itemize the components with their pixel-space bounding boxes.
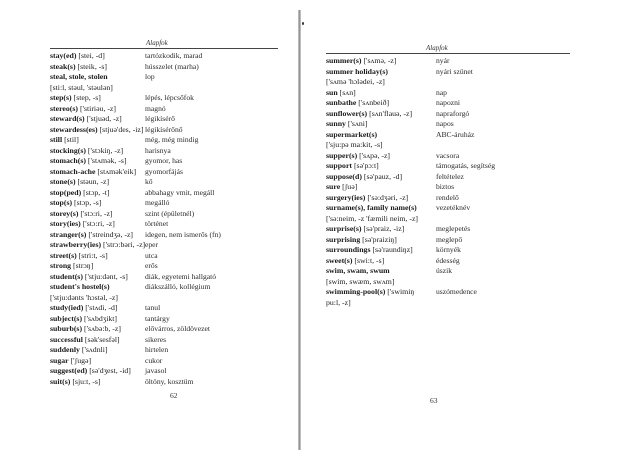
entry-headword: sweet(s) [326,255,353,265]
entry-headword: steak(s) [50,61,76,71]
entry-phonetic: ['stɔ:ri, -z] [80,219,115,228]
dictionary-entry [50,198,280,209]
dictionary-entry [326,130,576,141]
entry-phonetic: [sju:t, -s] [70,376,101,386]
entry-headword: stomach(s) [50,156,86,165]
entry-phonetic: [stil] [62,135,79,144]
entry-headword-group [326,298,436,309]
entry-headword-group [50,261,145,272]
dictionary-entry [326,256,576,267]
entry-headword-group [326,224,436,235]
entry-headword: stop(ped) [50,187,82,197]
entry-phonetic: [sə'raundiŋz] [370,245,413,254]
entry-headword: study(ied) [50,303,84,312]
entry-phonetic: ['sju:pə ma:kit, -s] [326,140,383,149]
entry-translation: utca [145,250,158,260]
dictionary-entry [50,345,280,356]
entry-phonetic: ['sʌbə:b, -z] [82,324,121,333]
entry-phonetic: [sʌn] [337,87,356,97]
entry-headword-group [50,209,145,220]
entry-headword-group [50,198,145,209]
entry-translation: uszómedence [436,287,477,296]
dictionary-entry [326,235,576,246]
entry-headword: student(s) [50,271,83,281]
dictionary-entry [50,272,280,283]
entry-headword: strawberry(ies) [50,240,102,249]
entry-phonetic: [strɔŋ] [71,261,94,270]
entry-translation: elővárros, zöldövezet [145,324,210,333]
dictionary-entry [326,98,576,109]
entry-headword-group [326,203,436,214]
dictionary-entry [50,135,280,146]
entry-headword-group [326,67,436,78]
entry-headword-group [50,324,145,335]
entry-headword-group [326,119,436,130]
dictionary-entry [50,114,280,125]
entry-headword-group [326,193,436,204]
entry-phonetic: [sə'dʒest, -id] [87,366,131,375]
left-header-rule [50,48,278,49]
entry-headword-group [326,182,436,193]
dictionary-entry [326,182,576,193]
entry-headword: strong [50,261,72,270]
entry-headword-group [50,356,145,367]
entry-headword: sunny [326,119,346,128]
entry-headword-group [50,335,145,346]
entry-translation: öltöny, kosztüm [145,376,194,386]
entry-phonetic: [sə'praiz, -iz] [361,224,405,233]
entry-headword-group [326,56,436,67]
entry-translation: gyomorfájás [145,166,183,176]
entry-headword-group [326,140,436,151]
entry-phonetic: ['sʌpə, -z] [357,150,390,160]
entry-phonetic: ['stʌdi, -d] [83,303,118,312]
dictionary-entry [326,67,576,78]
entry-headword: swim, swam, swum [326,266,390,275]
dictionary-entry [50,93,280,104]
dictionary-entry [326,140,576,151]
entry-translation: lépés, lépcsőfok [145,93,194,102]
entry-translation: nyár [436,56,450,65]
dictionary-entry [326,287,576,298]
entry-headword-group [326,88,436,99]
entry-phonetic: ['sʌbdʒikt] [82,313,118,323]
entry-translation: vezetéknév [436,203,471,212]
entry-headword: summer holiday(s) [326,66,389,76]
entry-headword-group [50,272,145,283]
dictionary-entry [50,230,280,241]
entry-headword: stewardess(es) [50,124,98,134]
entry-headword-group [50,93,145,104]
entry-headword: street(s) [50,250,77,260]
entry-translation: napraforgó [436,108,470,118]
entry-headword: surprising [326,234,361,244]
entry-headword: sun [326,87,338,97]
entry-headword-group [50,146,145,157]
entry-phonetic: ['stiriəu, -z] [78,103,116,113]
entry-translation: javasol [145,366,167,375]
entry-headword: sure [326,182,341,191]
entry-translation: támogatás, segítség [436,161,496,170]
entry-phonetic: ['ʃugə] [68,355,92,365]
dictionary-entry [50,293,280,304]
entry-translation: cukor [145,355,163,365]
entry-headword-group [50,345,145,356]
entry-translation: nyári szünet [436,66,473,76]
entry-translation: idegen, nem ismerős (fn) [145,229,221,239]
dictionary-entry [50,104,280,115]
entry-phonetic: [stri:t, -s] [76,250,108,260]
entry-phonetic: ['sʌni] [345,119,368,128]
entry-headword: suburb(s) [50,324,83,333]
entry-headword: surname(s), family name(s) [326,203,417,212]
left-page-header: Alapfok [146,39,168,47]
entry-phonetic: [sək'sesfəl] [82,334,120,344]
entry-phonetic: [stjuə'des, -iz] [97,124,144,134]
entry-translation: tanul [145,303,161,312]
entry-headword-group [50,167,145,178]
entry-headword: suit(s) [50,376,71,386]
entry-headword-group [50,135,145,146]
entry-headword-group [326,161,436,172]
entry-phonetic: [step, -s] [71,93,101,102]
entry-phonetic: [swim, swæm, swʌm] [326,276,395,286]
dictionary-entry [50,177,280,188]
entry-headword-group [50,51,145,62]
entry-phonetic: ['sʌnbeið] [356,98,390,107]
left-page [0,0,300,452]
entry-phonetic: ['swimiŋ [385,287,415,296]
entry-phonetic: pu:l, -z] [326,297,351,307]
entry-translation: biztos [436,182,455,191]
dictionary-entry [326,203,576,214]
dictionary-entry [326,88,576,99]
entry-headword-group [50,303,145,314]
dictionary-entry [326,214,576,225]
entry-headword: suppose(d) [326,171,362,181]
entry-headword-group [50,314,145,325]
dictionary-entry [50,314,280,325]
entry-phonetic: [sə'pɔ:t] [352,161,379,170]
entry-translation: ABC-áruház [436,129,475,139]
entry-headword-group [50,62,145,73]
dictionary-entry [50,240,280,251]
entry-phonetic: [sʌn'flauə, -z] [367,108,413,118]
entry-headword: still [50,135,63,144]
entry-translation: sikeres [145,334,167,344]
dictionary-entry [326,224,576,235]
entry-translation: környék [436,245,461,254]
entry-headword-group [50,104,145,115]
entry-translation: abbahagy vmit, megáll [145,187,215,197]
right-header-rule [326,53,570,54]
entry-headword-group [326,77,436,88]
entry-headword: storey(s) [50,208,79,218]
entry-headword-group [50,125,145,136]
entry-translation: magnó [145,103,166,113]
dictionary-entry [326,245,576,256]
entry-headword-group [326,109,436,120]
entry-phonetic: ['sə:dʒəri, -z] [365,192,409,202]
entry-translation: szint (épületnél) [145,208,195,218]
entry-translation: meglepő [436,234,463,244]
entry-translation: légikísérő [145,114,175,123]
entry-headword-group [50,377,145,388]
dictionary-entry [326,56,576,67]
entry-headword-group [50,240,145,251]
dictionary-entry [50,51,280,62]
entry-headword-group [50,188,145,199]
entry-phonetic: [stei, -d] [76,51,105,60]
entry-headword-group [326,172,436,183]
entry-headword: stomach-ache [50,166,96,176]
dictionary-entry [50,156,280,167]
entry-headword: student's hostel(s) [50,282,110,291]
entry-translation: diák, egyetemi hallgató [145,271,217,281]
dictionary-entry [50,261,280,272]
dictionary-entry [50,146,280,157]
dictionary-entry [50,377,280,388]
entry-phonetic: ['stʌmək, -s] [85,156,127,165]
entry-headword: surprise(s) [326,224,362,233]
entry-phonetic: [stɔp, -s] [72,198,102,207]
entry-headword: stay(ed) [50,51,77,60]
entry-headword: steward(s) [50,114,85,123]
entry-headword-group [50,72,145,83]
entry-headword: stone(s) [50,177,76,186]
dictionary-entry [326,277,576,288]
entry-headword-group [50,219,145,230]
entry-headword-group [326,245,436,256]
entry-headword-group [326,266,436,277]
entry-translation: diákszálló, kollégium [145,282,211,291]
entry-headword-group [326,214,436,225]
entry-headword: steal, stole, stolen [50,72,108,81]
entry-translation: vacsora [436,150,460,160]
entry-headword-group [50,282,145,293]
dictionary-entry [326,109,576,120]
entry-phonetic: ['stɔkiŋ, -z] [85,145,124,155]
entry-headword: supper(s) [326,150,358,160]
entry-headword: suggest(ed) [50,366,88,375]
dictionary-entry [50,303,280,314]
entry-headword-group [50,114,145,125]
entry-headword-group [326,277,436,288]
entry-phonetic: [stəun, -z] [75,177,110,186]
entry-phonetic: ['stɔ:ri, -z] [78,208,113,218]
entry-translation: hirtelen [145,345,169,354]
entry-headword-group [326,287,436,298]
left-entry-list [50,51,280,387]
entry-headword-group [326,130,436,141]
right-page [300,0,638,452]
entry-phonetic: ['stju:dənts 'hɔstəl, -z] [50,292,118,302]
entry-headword: surroundings [326,245,371,254]
entry-headword: sunflower(s) [326,108,368,118]
entry-phonetic: [sə'pauz, -d] [361,171,403,181]
entry-phonetic: ['stjuəd, -z] [84,114,122,123]
dictionary-entry [50,324,280,335]
entry-phonetic: [stʌmək'eik] [95,166,137,176]
entry-phonetic: [stɔp, -t] [81,187,110,197]
dictionary-entry [50,251,280,262]
entry-headword-group [50,293,145,304]
right-entry-list [326,56,576,308]
entry-phonetic: ['sə:neim, -z 'fæmili neim, -z] [326,213,419,223]
entry-translation: lop [145,72,155,81]
entry-headword-group [50,177,145,188]
entry-phonetic: [swi:t, -s] [352,255,385,265]
entry-phonetic: ['sʌmə, -z] [361,56,397,65]
dictionary-entry [50,219,280,230]
dictionary-entry [326,172,576,183]
dictionary-entry [50,188,280,199]
dictionary-entry [326,77,576,88]
dictionary-entry [50,72,280,83]
entry-translation: nap [436,87,447,97]
dictionary-entry [326,193,576,204]
left-page-number: 62 [170,391,178,400]
entry-phonetic: ['streindʒə, -z] [86,229,134,239]
dictionary-entry [50,356,280,367]
entry-headword: summer(s) [326,56,362,65]
entry-translation: rendelő [436,192,459,202]
entry-headword: subject(s) [50,313,83,323]
entry-headword: stereo(s) [50,103,78,113]
right-page-number: 63 [430,396,438,405]
entry-headword: surgery(ies) [326,192,366,202]
entry-headword: supermarket(s) [326,129,378,139]
entry-translation: történet [145,219,169,228]
entry-translation: napozni [436,98,461,107]
entry-headword-group [50,366,145,377]
dictionary-entry [50,62,280,73]
entry-headword: sugar [50,355,69,365]
entry-headword: step(s) [50,93,72,102]
entry-headword-group [50,156,145,167]
entry-headword-group [326,151,436,162]
entry-headword: support [326,161,352,170]
entry-translation: tantárgy [145,313,170,323]
entry-phonetic: ['strɔ:bəri, -z] [101,240,146,249]
entry-headword: stocking(s) [50,145,86,155]
entry-phonetic: [sə'praiziŋ] [360,234,397,244]
entry-translation: harisnya [145,145,171,155]
dictionary-entry [50,209,280,220]
entry-translation: erős [145,261,158,270]
entry-translation: édesség [436,255,460,265]
entry-headword-group [326,256,436,267]
entry-headword: stop(s) [50,198,73,207]
entry-translation: tartózkodik, marad [145,51,203,60]
entry-headword-group [50,230,145,241]
dictionary-entry [50,125,280,136]
entry-headword-group [326,98,436,109]
entry-phonetic: [sti:l, stəul, 'stəulən] [50,82,113,92]
entry-translation: úszik [436,266,453,275]
dictionary-entry [326,298,576,309]
entry-phonetic: [ʃuə] [340,182,358,191]
entry-translation: napos [436,119,454,128]
dictionary-entry [326,151,576,162]
entry-headword: swimming-pool(s) [326,287,386,296]
entry-translation: légikísérőnő [145,124,183,134]
entry-headword: story(ies) [50,219,81,228]
right-page-header: Alapfok [426,44,448,52]
dictionary-entry [326,266,576,277]
entry-translation: hússzelet (marha) [145,61,199,71]
entry-headword-group [326,235,436,246]
entry-phonetic: [steik, -s] [75,61,107,71]
entry-translation: eper [145,240,159,249]
entry-phonetic: ['sʌmə 'hɔlədei, -z] [326,77,385,86]
entry-translation: feltételez [436,171,464,181]
entry-headword-group [50,251,145,262]
dictionary-entry [326,161,576,172]
dictionary-entry [50,335,280,346]
entry-headword-group [50,83,145,94]
entry-translation: meglepetés [436,224,471,233]
dictionary-entry [326,119,576,130]
entry-translation: gyomor, has [145,156,183,165]
entry-phonetic: ['sʌdnli] [79,345,108,354]
entry-translation: kő [145,177,153,186]
entry-headword: suddenly [50,345,80,354]
dictionary-entry [50,83,280,94]
dictionary-entry [50,167,280,178]
entry-headword: successful [50,334,83,344]
entry-headword: sunbathe [326,98,357,107]
dictionary-entry [50,282,280,293]
entry-phonetic: ['stju:dənt, -s] [82,271,128,281]
dictionary-entry [50,366,280,377]
entry-translation: megálló [145,198,170,207]
entry-headword: stranger(s) [50,229,87,239]
entry-translation: még, még mindig [145,135,199,144]
